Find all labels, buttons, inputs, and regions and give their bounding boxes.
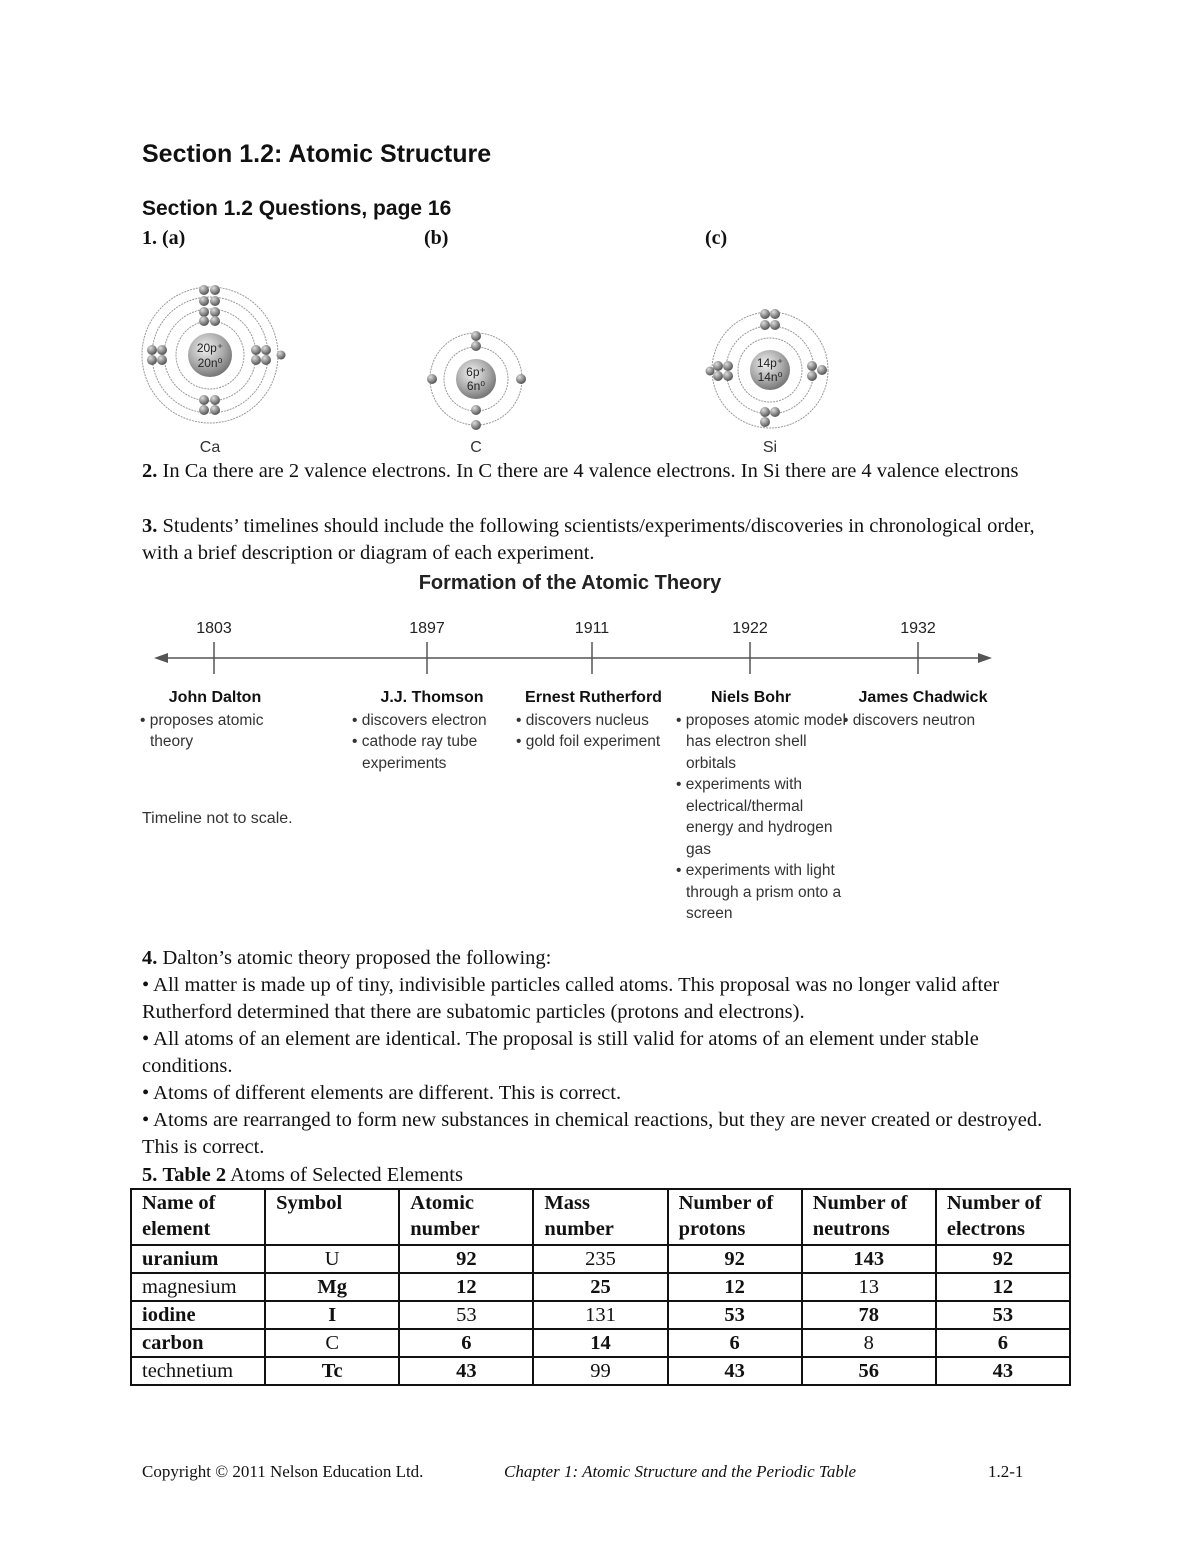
event-item: • discovers electron [352,711,487,729]
ca-nucleus-neutrons: 20n⁰ [197,356,223,370]
q4-bullet: • Atoms are rearranged to form new substances in chemical reactions, but they are never created or destroyed. This is correct. [142,1109,1043,1158]
header-symbol: Symbol [265,1189,399,1245]
cell: 53 [668,1301,802,1329]
timeline-event-rutherford [516,687,671,753]
footer-copyright: Copyright © 2011 Nelson Education Ltd. [142,1462,424,1481]
q4-bullet: • Atoms of different elements are different. This is correct. [142,1082,622,1104]
section-heading: Section 1.2: Atomic Structure [142,140,492,168]
q3-number: 3. [142,515,158,537]
event-item: • proposes atomic model has electron shell orbitals [676,711,846,772]
event-name: Niels Bohr [711,689,792,706]
questions-subheading: Section 1.2 Questions, page 16 [142,197,452,220]
timeline-event-dalton [140,687,290,753]
year-1911: 1911 [574,620,610,637]
cell: 6 [668,1329,802,1357]
table-title: Atoms of Selected Elements [230,1164,463,1186]
q2-number: 2. [142,460,158,482]
event-item: • gold foil experiment [516,733,661,750]
event-item: • discovers nucleus [516,711,649,729]
timeline-left-arrow [154,653,168,663]
c-nucleus-neutrons: 6n⁰ [466,379,486,393]
table-row [131,1301,1070,1329]
year-1922: 1922 [732,620,768,637]
cell: 8 [802,1329,936,1357]
cell: 14 [533,1329,667,1357]
event-name: John Dalton [168,689,262,706]
timeline-right-arrow [978,653,992,663]
cell: iodine [131,1301,265,1329]
table-row [131,1245,1070,1273]
q3-text: Students’ timelines should include the following scientists/experiments/discoveries in chronological order, with a brief description or diagram of each experiment. [142,515,1035,564]
cell: 43 [399,1357,533,1385]
timeline-event-bohr [676,687,846,925]
q2-answer [142,458,1067,485]
cell: I [265,1301,399,1329]
cell: Mg [265,1273,399,1301]
cell: 53 [399,1301,533,1329]
table-row [131,1273,1070,1301]
footer-page-number: 1.2-1 [988,1462,1024,1481]
header-mass-number: Mass number [533,1189,667,1245]
header-neutrons: Number of neutrons [802,1189,936,1245]
cell: 12 [399,1273,533,1301]
cell: 43 [936,1357,1070,1385]
year-1897: 1897 [409,620,445,637]
q3-answer [142,513,1067,567]
cell: 92 [668,1245,802,1273]
ca-nucleus-protons: 20p⁺ [196,341,224,355]
cell: Tc [265,1357,399,1385]
cell: 13 [802,1273,936,1301]
cell: 53 [936,1301,1070,1329]
header-atomic-number: Atomic number [399,1189,533,1245]
footer-chapter-title: Chapter 1: Atomic Structure and the Periodic Table [504,1462,857,1481]
q4-answer [142,945,1067,1161]
cell: technetium [131,1357,265,1385]
q1-number: 1. [142,227,157,249]
event-name: James Chadwick [858,689,988,706]
carbon-bohr-diagram [420,320,540,460]
cell: U [265,1245,399,1273]
si-nucleus-neutrons: 14n⁰ [757,370,783,384]
q2-text: In Ca there are 2 valence electrons. In C there are 4 valence electrons. In Si there are 4 valence electrons [162,460,1019,482]
table-row [131,1329,1070,1357]
q4-bullet: • All matter is made up of tiny, indivisible particles called atoms. This proposal was no longer valid after Rutherford determined that there are subatomic particles (protons and electrons). [142,974,1000,1023]
cell: 6 [399,1329,533,1357]
q1-a-label: (a) [162,227,186,249]
cell: 92 [936,1245,1070,1273]
cell: 78 [802,1301,936,1329]
q1-part-a-label [142,227,185,250]
table-label: Table 2 [162,1164,227,1186]
event-name: Ernest Rutherford [525,689,662,706]
q4-intro: Dalton’s atomic theory proposed the following: [162,947,552,969]
event-item: • discovers neutron [843,711,976,729]
year-1932: 1932 [900,620,936,637]
event-name: J.J. Thomson [380,689,484,706]
q4-bullet: • All atoms of an element are identical. The proposal is still valid for atoms of an element under stable conditions. [142,1028,979,1077]
table-row [131,1357,1070,1385]
q5-caption [142,1162,1067,1189]
q1-part-b-label: (b) [424,227,449,249]
header-protons: Number of protons [668,1189,802,1245]
footer-chapter [504,1462,856,1482]
cell: 99 [533,1357,667,1385]
event-item: • experiments with light through a prism onto a screen [676,862,842,922]
cell: 131 [533,1301,667,1329]
timeline-note: Timeline not to scale. [142,810,293,827]
cell: 43 [668,1357,802,1385]
cell: uranium [131,1245,265,1273]
si-nucleus-protons: 14p⁺ [756,356,784,370]
silicon-bohr-diagram [702,300,842,460]
year-1803: 1803 [196,620,232,637]
header-electrons: Number of electrons [936,1189,1070,1245]
table-header-row [131,1189,1070,1245]
timeline-event-thomson [352,687,512,774]
cell: 12 [668,1273,802,1301]
header-name: Name of element [131,1189,265,1245]
elements-table [130,1188,1071,1386]
ca-symbol-label: Ca [199,439,221,456]
si-symbol-label: Si [762,439,778,456]
timeline-event-chadwick [843,687,1003,731]
cell: magnesium [131,1273,265,1301]
cell: 12 [936,1273,1070,1301]
cell: 92 [399,1245,533,1273]
q4-number: 4. [142,947,158,969]
cell: 235 [533,1245,667,1273]
cell: carbon [131,1329,265,1357]
event-item: • experiments with electrical/thermal energy and hydrogen gas [676,776,833,858]
cell: C [265,1329,399,1357]
cell: 6 [936,1329,1070,1357]
c-symbol-label: C [470,439,482,456]
cell: 25 [533,1273,667,1301]
event-item: • proposes atomic theory [140,711,264,750]
q1-part-c-label: (c) [705,227,728,249]
c-nucleus-protons: 6p⁺ [466,365,486,379]
timeline-title: Formation of the Atomic Theory [418,572,722,594]
cell: 56 [802,1357,936,1385]
cell: 143 [802,1245,936,1273]
q5-number: 5. [142,1164,158,1186]
calcium-bohr-diagram [138,280,288,460]
event-item: • cathode ray tube experiments [352,733,478,772]
